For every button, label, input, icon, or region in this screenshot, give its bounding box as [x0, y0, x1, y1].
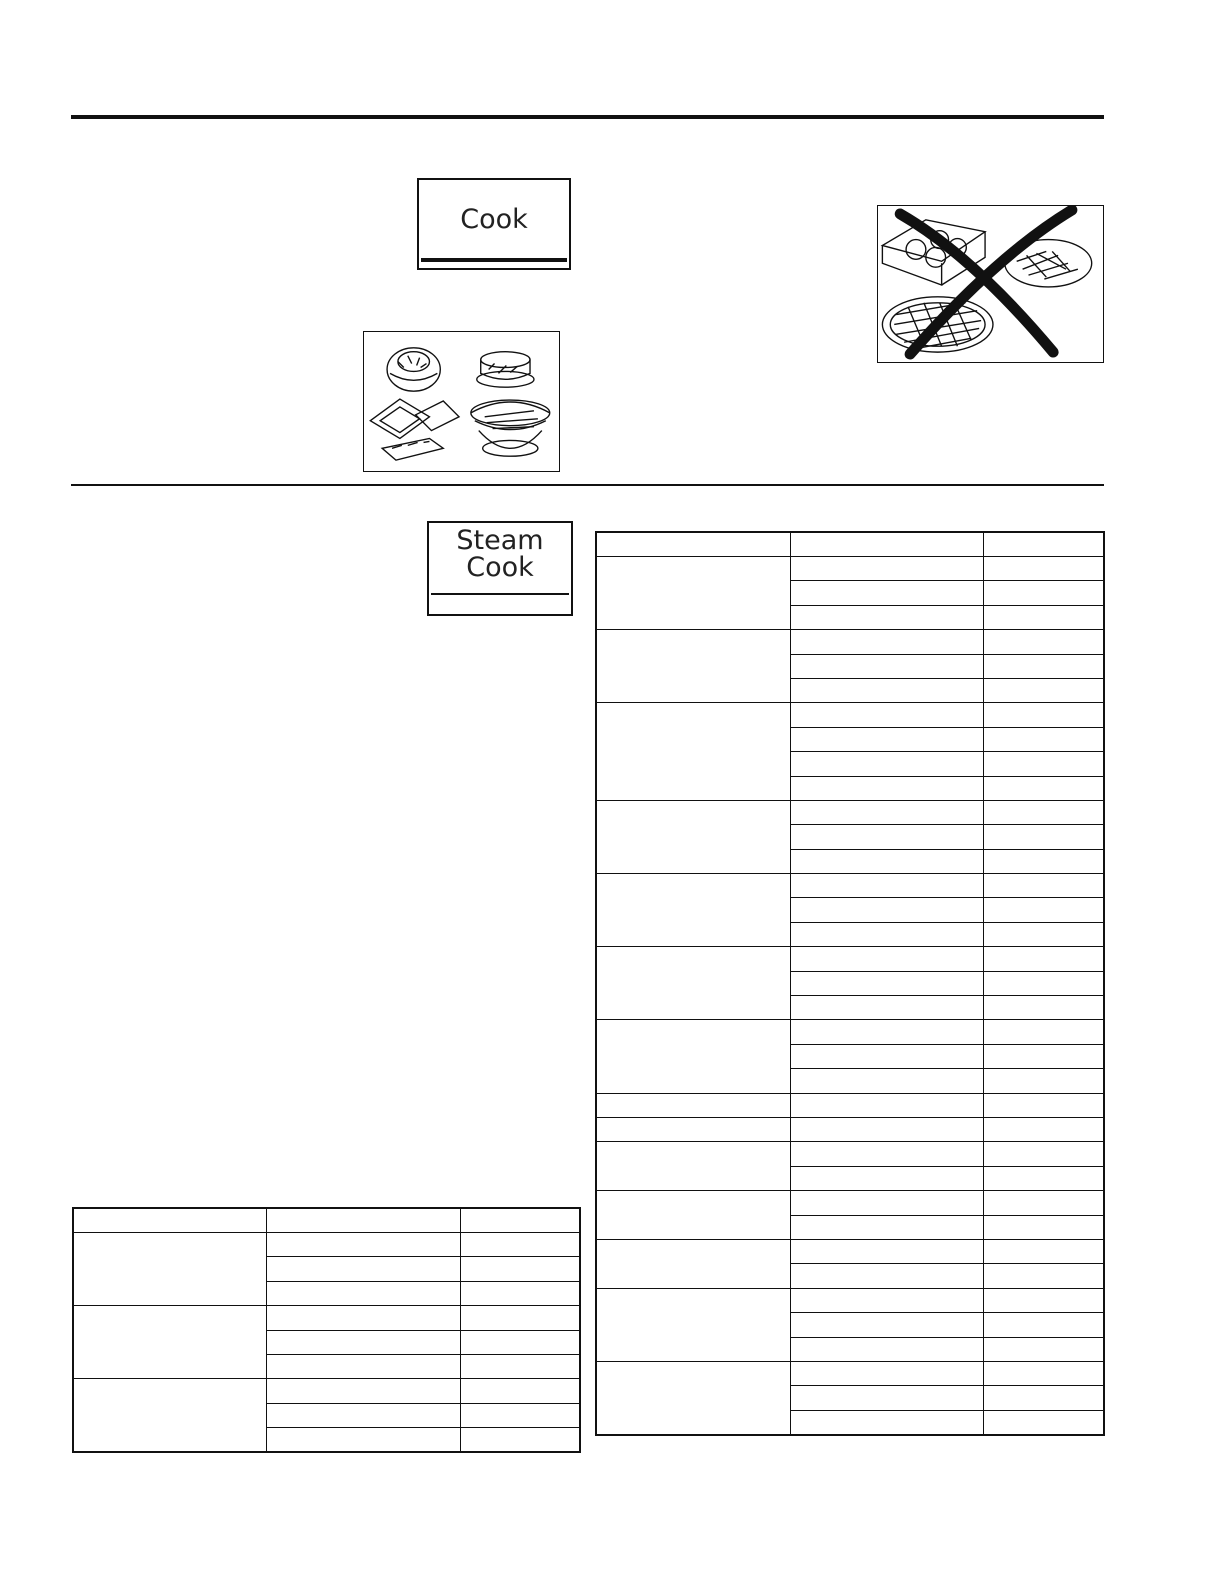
table-cell	[790, 1191, 983, 1215]
table-cell	[983, 557, 1104, 581]
cook-key-label: Cook	[460, 204, 528, 235]
table-cell	[790, 825, 983, 849]
table-cell	[983, 1239, 1104, 1263]
table-header-row	[596, 532, 1104, 557]
table-row	[596, 1361, 1104, 1385]
table-cell	[983, 1142, 1104, 1166]
table-cell	[983, 1020, 1104, 1044]
table-cell	[460, 1281, 580, 1305]
table-cell	[790, 971, 983, 995]
table-cell	[790, 1117, 983, 1141]
steam-cook-key-line2: Cook	[466, 552, 534, 583]
table-cell	[790, 727, 983, 751]
table-cell	[790, 800, 983, 824]
table-header-cell	[460, 1208, 580, 1233]
table-cell	[790, 898, 983, 922]
table-cell	[266, 1233, 460, 1257]
table-cell	[790, 1288, 983, 1312]
table-cell	[460, 1306, 580, 1330]
table-cell	[983, 971, 1104, 995]
table-cell	[983, 581, 1104, 605]
table-cell	[983, 1361, 1104, 1385]
table-cell	[983, 1386, 1104, 1410]
table-cell	[790, 1264, 983, 1288]
table-header-row	[73, 1208, 580, 1233]
table-cell	[983, 1166, 1104, 1190]
table-row	[596, 874, 1104, 898]
table-header-cell	[266, 1208, 460, 1233]
table-cell	[790, 922, 983, 946]
table-cell	[983, 1337, 1104, 1361]
table-row	[73, 1233, 580, 1257]
table-cell	[266, 1281, 460, 1305]
table-group-cell	[596, 1288, 790, 1361]
table-cell	[983, 1191, 1104, 1215]
table-cell	[266, 1330, 460, 1354]
table-header-cell	[596, 532, 790, 557]
table-row	[596, 1142, 1104, 1166]
table-cell	[460, 1403, 580, 1427]
table-cell	[790, 1410, 983, 1434]
table-cell	[983, 1093, 1104, 1117]
steam-cook-key-line1: Steam	[456, 525, 544, 556]
table-cell	[266, 1403, 460, 1427]
table-group-cell	[596, 1020, 790, 1093]
table-cell	[790, 1093, 983, 1117]
table-row	[596, 703, 1104, 727]
table-cell	[790, 1215, 983, 1239]
table-cell	[266, 1379, 460, 1403]
table-cell	[983, 947, 1104, 971]
table-group-cell	[596, 703, 790, 801]
table-cell	[983, 1044, 1104, 1068]
table-cell	[983, 898, 1104, 922]
table-row	[73, 1306, 580, 1330]
cooking-guide-table-right	[595, 531, 1105, 1436]
table-group-cell	[73, 1379, 266, 1452]
cook-key[interactable]	[417, 178, 571, 270]
section-divider	[71, 484, 1104, 486]
table-cell	[983, 727, 1104, 751]
table-group-cell	[596, 1142, 790, 1191]
table-cell	[983, 654, 1104, 678]
top-rule	[71, 115, 1104, 119]
table-row	[596, 947, 1104, 971]
table-row	[596, 1093, 1104, 1117]
table-cell	[983, 1288, 1104, 1312]
table-cell	[266, 1306, 460, 1330]
table-cell	[790, 557, 983, 581]
table-cell	[790, 849, 983, 873]
table-cell	[266, 1354, 460, 1378]
table-cell	[790, 678, 983, 702]
table-cell	[790, 996, 983, 1020]
table-row	[596, 1117, 1104, 1141]
table-group-cell	[596, 947, 790, 1020]
table-row	[596, 1020, 1104, 1044]
table-header-cell	[790, 532, 983, 557]
table-cell	[983, 703, 1104, 727]
table-cell	[983, 605, 1104, 629]
table-cell	[790, 1069, 983, 1093]
table-group-cell	[596, 1191, 790, 1240]
table-cell	[983, 1313, 1104, 1337]
table-group-cell	[596, 1093, 790, 1117]
table-group-cell	[596, 630, 790, 703]
table-cell	[460, 1233, 580, 1257]
table-cell	[790, 630, 983, 654]
table-group-cell	[596, 557, 790, 630]
table-cell	[983, 1117, 1104, 1141]
table-cell	[790, 776, 983, 800]
table-group-cell	[596, 800, 790, 873]
table-cell	[983, 849, 1104, 873]
covered-dishes-icon	[363, 331, 560, 472]
table-cell	[790, 605, 983, 629]
table-cell	[983, 1410, 1104, 1434]
table-cell	[983, 922, 1104, 946]
table-row	[73, 1379, 580, 1403]
table-cell	[790, 654, 983, 678]
table-cell	[460, 1257, 580, 1281]
table-cell	[983, 678, 1104, 702]
table-cell	[266, 1428, 460, 1452]
table-row	[596, 1191, 1104, 1215]
table-group-cell	[596, 1361, 790, 1434]
table-cell	[790, 1337, 983, 1361]
table-cell	[983, 752, 1104, 776]
table-cell	[790, 1020, 983, 1044]
table-cell	[790, 874, 983, 898]
table-cell	[790, 752, 983, 776]
table-row	[596, 630, 1104, 654]
table-cell	[790, 1313, 983, 1337]
table-row	[596, 1288, 1104, 1312]
table-cell	[983, 1069, 1104, 1093]
table-cell	[790, 1166, 983, 1190]
table-cell	[983, 874, 1104, 898]
table-cell	[460, 1354, 580, 1378]
table-cell	[460, 1428, 580, 1452]
table-group-cell	[73, 1306, 266, 1379]
crossed-out-foods-icon	[877, 205, 1104, 363]
table-group-cell	[596, 1117, 790, 1141]
table-group-cell	[596, 1239, 790, 1288]
table-cell	[460, 1379, 580, 1403]
table-header-cell	[983, 532, 1104, 557]
steam-cook-key[interactable]	[427, 521, 573, 616]
table-group-cell	[73, 1233, 266, 1306]
table-cell	[790, 1361, 983, 1385]
table-cell	[460, 1330, 580, 1354]
table-cell	[983, 776, 1104, 800]
table-cell	[983, 630, 1104, 654]
steam-cook-key-underline	[431, 593, 569, 595]
table-cell	[790, 703, 983, 727]
table-cell	[790, 1239, 983, 1263]
table-cell	[266, 1257, 460, 1281]
table-row	[596, 800, 1104, 824]
table-row	[596, 1239, 1104, 1263]
table-cell	[790, 947, 983, 971]
table-cell	[983, 996, 1104, 1020]
table-cell	[790, 1044, 983, 1068]
table-cell	[790, 1386, 983, 1410]
table-cell	[790, 1142, 983, 1166]
table-cell	[983, 1215, 1104, 1239]
table-cell	[983, 800, 1104, 824]
table-group-cell	[596, 874, 790, 947]
table-header-cell	[73, 1208, 266, 1233]
table-cell	[983, 1264, 1104, 1288]
table-row	[596, 557, 1104, 581]
table-cell	[790, 581, 983, 605]
cooking-guide-table-left	[72, 1207, 581, 1453]
table-cell	[983, 825, 1104, 849]
cook-key-underline	[421, 258, 567, 262]
